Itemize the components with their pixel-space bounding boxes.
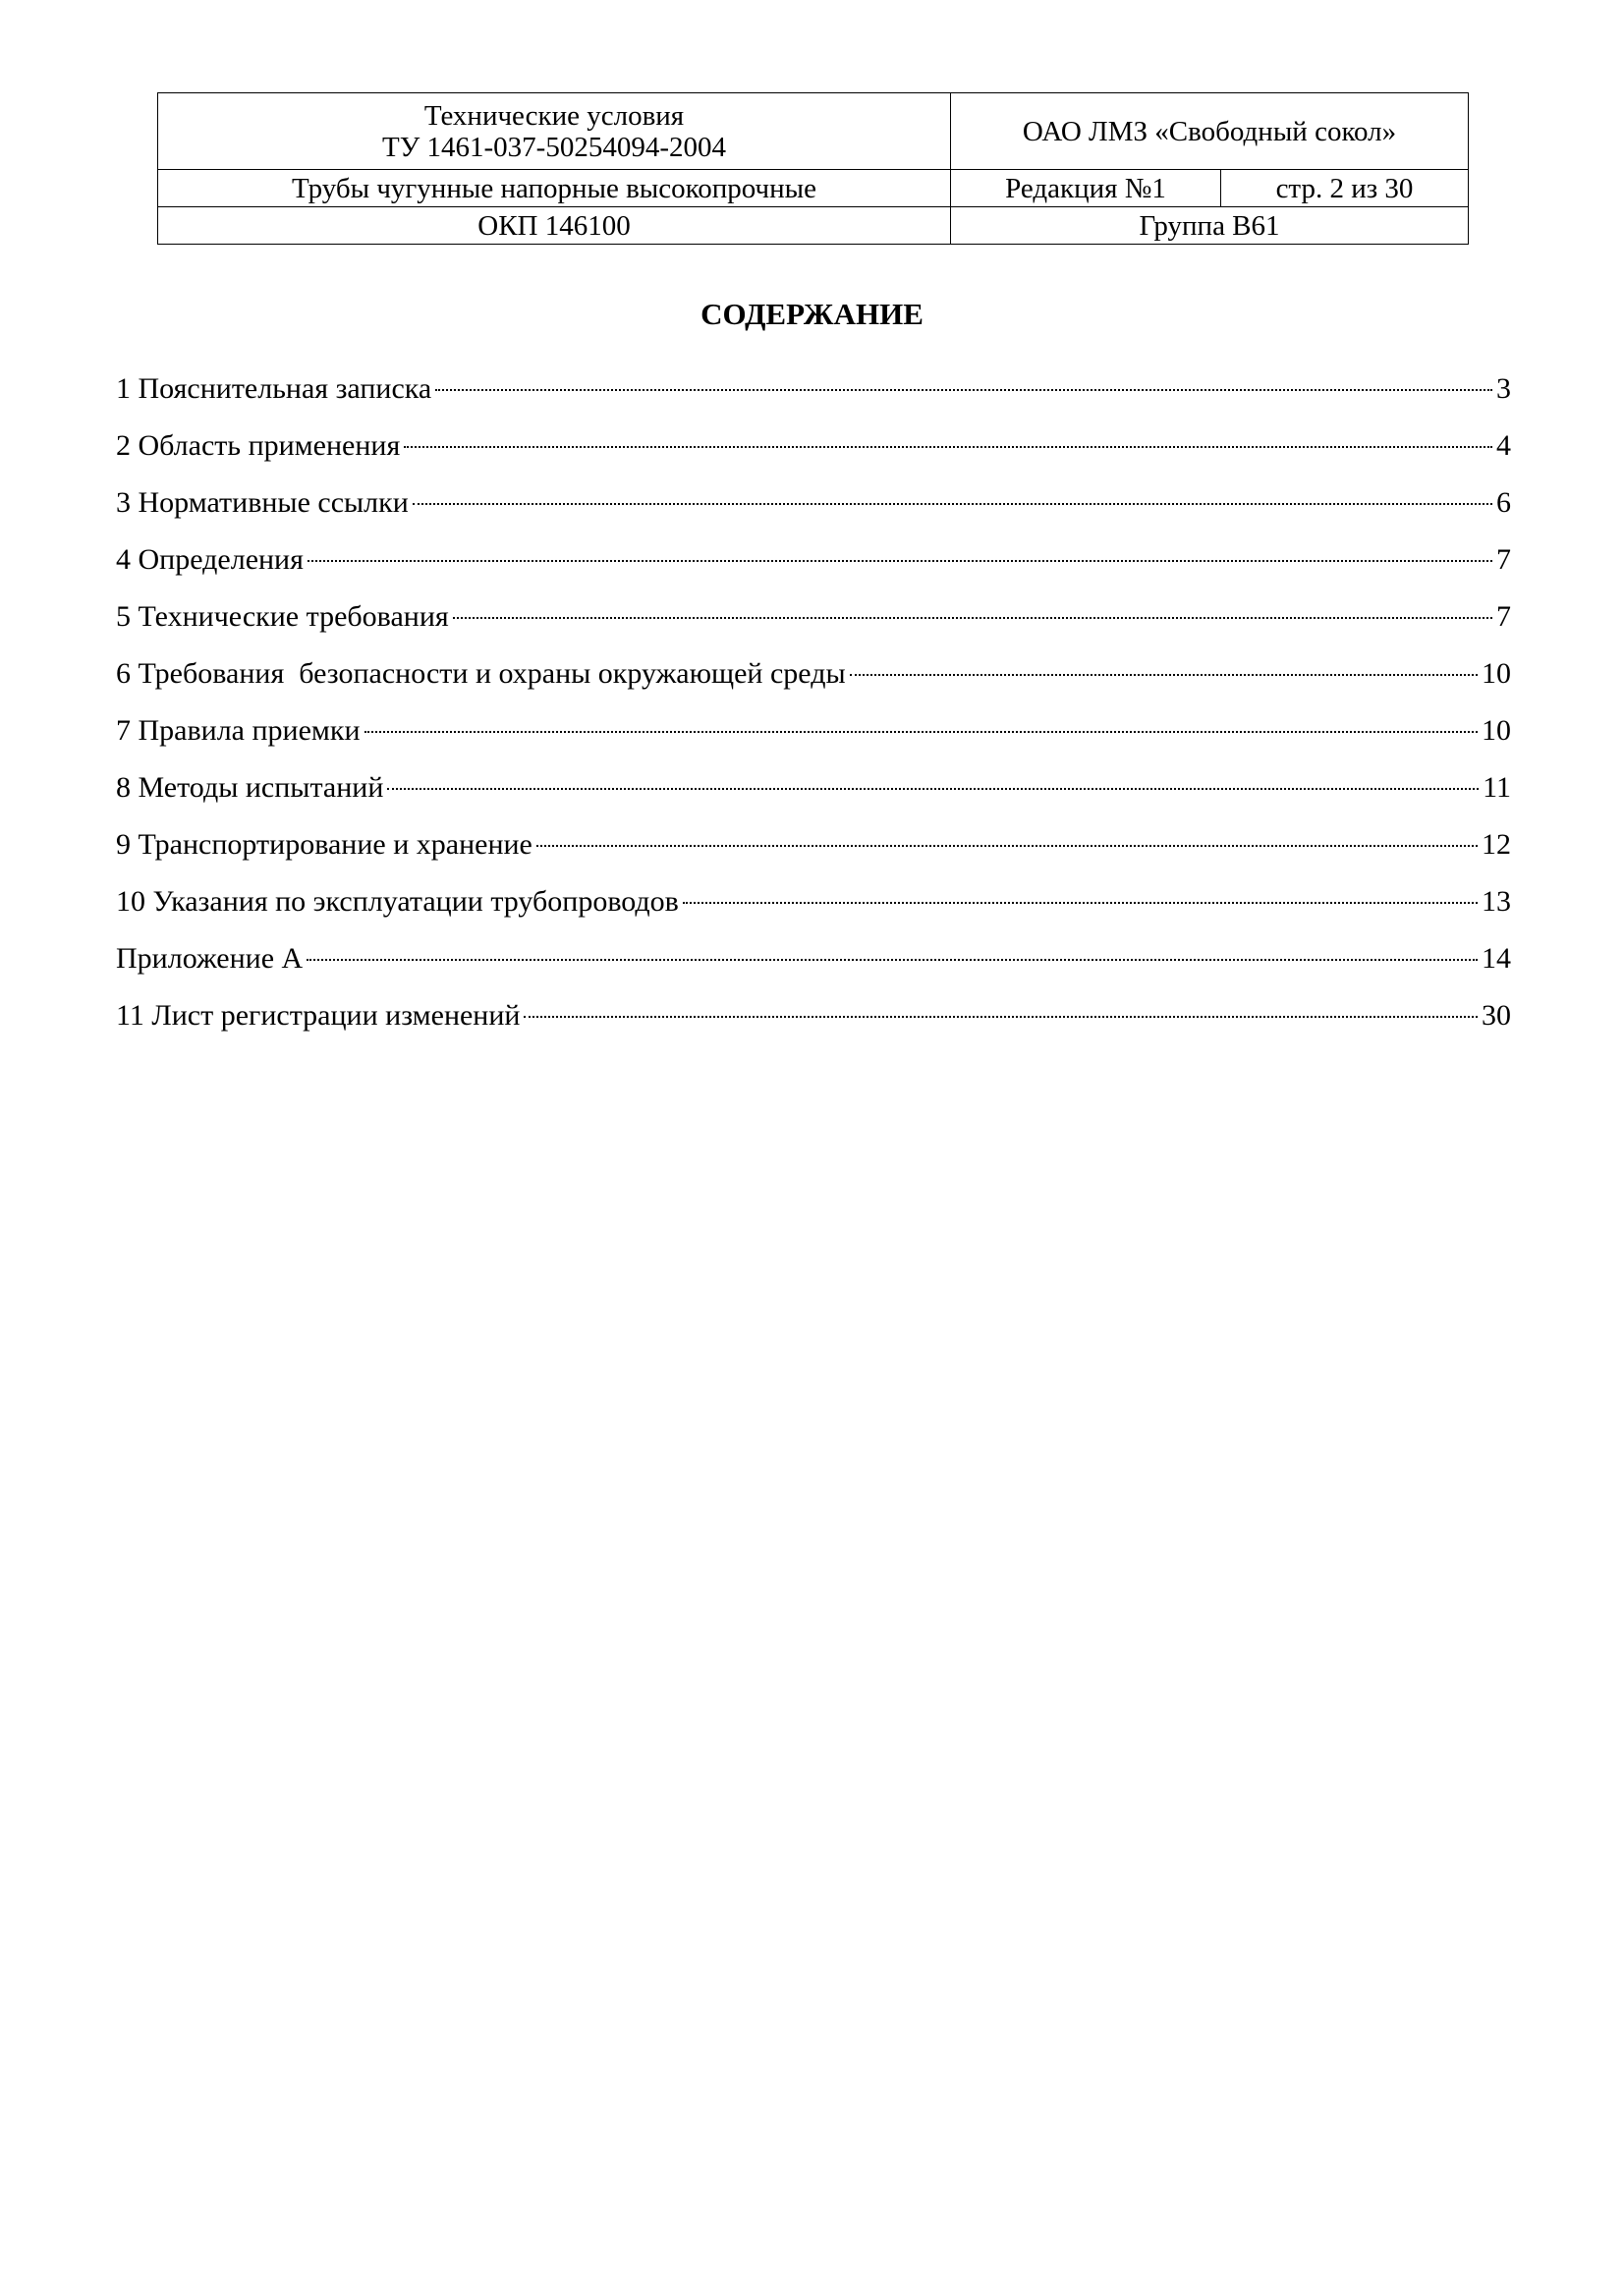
toc-item[interactable]: [116, 996, 1511, 1053]
toc-item-page: 12: [1482, 828, 1511, 861]
toc-title: СОДЕРЖАНИЕ: [700, 297, 924, 331]
doc-title-cell: [158, 93, 951, 170]
toc-item[interactable]: [116, 939, 1511, 996]
toc-leader-dots: [308, 560, 1492, 562]
revision: Редакция №1: [951, 170, 1221, 207]
company-cell: [951, 93, 1469, 170]
toc-item-label: 1 Пояснительная записка: [116, 372, 432, 405]
toc-item-page: 7: [1496, 600, 1511, 633]
doc-code: ТУ 1461-037-50254094-2004: [382, 131, 726, 163]
toc-leader-dots: [387, 788, 1479, 790]
toc-item-page: 7: [1496, 543, 1511, 576]
toc-item-page: 30: [1482, 999, 1511, 1032]
toc-item[interactable]: [116, 711, 1511, 768]
toc-leader-dots: [435, 389, 1492, 391]
table-of-contents: [116, 369, 1511, 1053]
toc-item[interactable]: [116, 426, 1511, 483]
company-name: ОАО ЛМЗ «Свободный сокол»: [1022, 115, 1397, 147]
toc-item-page: 14: [1482, 942, 1511, 975]
okp-code: ОКП 146100: [158, 207, 951, 245]
toc-item-label: 6 Требования безопасности и охраны окружающей среды: [116, 657, 846, 690]
toc-item-label: 8 Методы испытаний: [116, 771, 384, 804]
toc-leader-dots: [404, 446, 1492, 448]
toc-leader-dots: [413, 503, 1492, 505]
toc-item-label: 11 Лист регистрации изменений: [116, 999, 521, 1032]
toc-item[interactable]: [116, 654, 1511, 711]
toc-item-page: 13: [1482, 885, 1511, 918]
toc-item-page: 11: [1483, 771, 1511, 804]
toc-leader-dots: [307, 959, 1478, 961]
toc-item-label: 3 Нормативные ссылки: [116, 486, 409, 519]
toc-item-label: 4 Определения: [116, 543, 304, 576]
document-header-table: [157, 92, 1469, 245]
toc-leader-dots: [850, 674, 1478, 676]
toc-item[interactable]: [116, 825, 1511, 882]
toc-item-page: 10: [1482, 714, 1511, 747]
toc-item-label: 5 Технические требования: [116, 600, 449, 633]
toc-item-label: 10 Указания по эксплуатации трубопроводов: [116, 885, 679, 918]
group-code: Группа В61: [951, 207, 1469, 245]
product-name: Трубы чугунные напорные высокопрочные: [158, 170, 951, 207]
toc-leader-dots: [453, 617, 1492, 619]
toc-item[interactable]: [116, 768, 1511, 825]
toc-leader-dots: [524, 1016, 1478, 1018]
toc-item[interactable]: [116, 540, 1511, 597]
toc-item[interactable]: [116, 882, 1511, 939]
toc-item-page: 6: [1496, 486, 1511, 519]
toc-item[interactable]: [116, 369, 1511, 426]
toc-item-label: 7 Правила приемки: [116, 714, 361, 747]
toc-item-page: 3: [1496, 372, 1511, 405]
toc-leader-dots: [536, 845, 1478, 847]
doc-type: Технические условия: [423, 99, 685, 132]
page-info: стр. 2 из 30: [1221, 170, 1469, 207]
toc-leader-dots: [364, 731, 1478, 733]
toc-item-label: Приложение А: [116, 942, 304, 975]
toc-item-label: 9 Транспортирование и хранение: [116, 828, 532, 861]
toc-item-page: 4: [1496, 429, 1511, 462]
toc-item[interactable]: [116, 483, 1511, 540]
toc-item-page: 10: [1482, 657, 1511, 690]
toc-leader-dots: [683, 902, 1478, 904]
toc-item[interactable]: [116, 597, 1511, 654]
toc-item-label: 2 Область применения: [116, 429, 401, 462]
